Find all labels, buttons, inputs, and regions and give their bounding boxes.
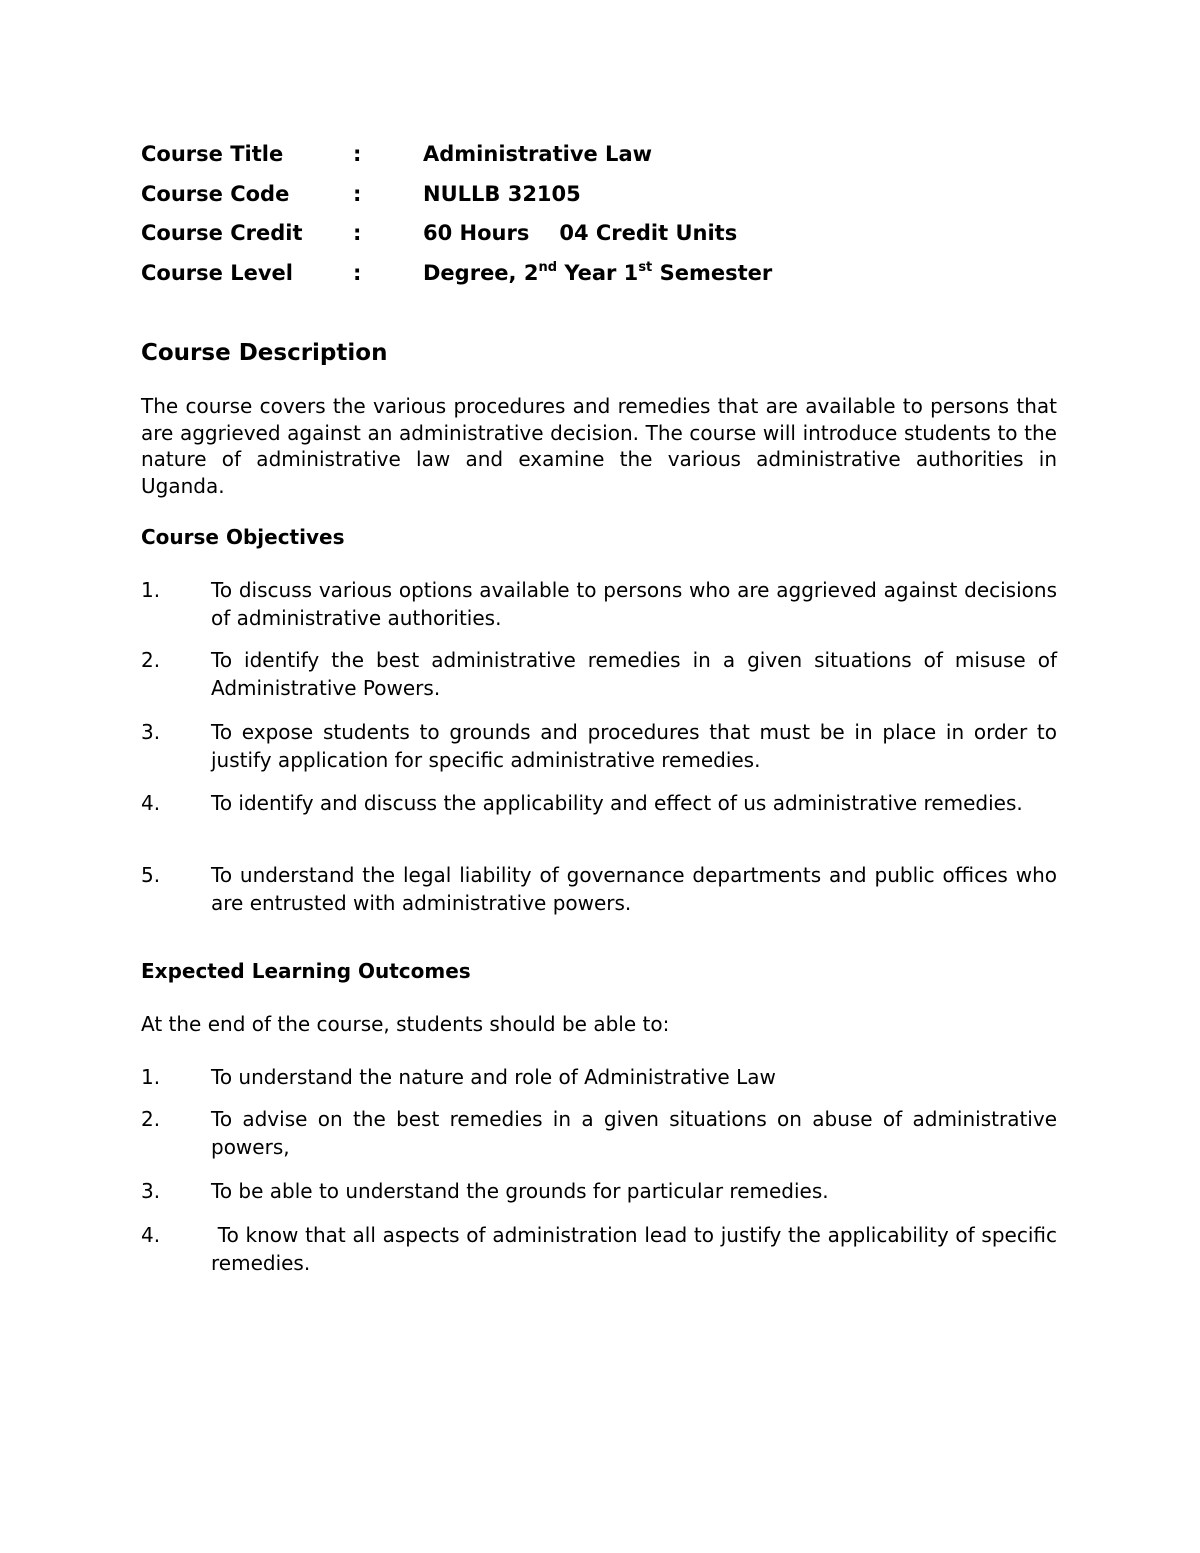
learning-outcomes-intro: At the end of the course, students should be able to:: [141, 1012, 670, 1036]
outcome-text: To understand the nature and role of Administrative Law: [211, 1065, 776, 1089]
colon-separator: :: [353, 261, 362, 285]
course-code-value: NULLB 32105: [423, 182, 581, 206]
course-hours: 60 Hours: [423, 221, 530, 245]
course-title-value: Administrative Law: [423, 142, 653, 166]
course-credit-value: [423, 218, 737, 248]
list-number: 1.: [141, 578, 161, 602]
objective-text: To identify the best administrative remedies in a given situations of misuse of Administrative Powers.: [211, 648, 1057, 700]
colon-separator: :: [353, 221, 362, 245]
level-year: Year 1: [557, 261, 639, 285]
list-number: 3.: [141, 1179, 161, 1203]
course-objectives-heading: Course Objectives: [141, 525, 345, 549]
objective-text: To discuss various options available to persons who are aggrieved against decisions of administrative authorities.: [211, 578, 1057, 630]
learning-outcomes-heading: Expected Learning Outcomes: [141, 959, 471, 983]
course-description-heading: Course Description: [141, 340, 388, 366]
list-number: 2.: [141, 1107, 161, 1131]
list-number: 2.: [141, 648, 161, 672]
list-number: 4.: [141, 791, 161, 815]
course-title-label: Course Title: [141, 142, 284, 166]
list-number: 1.: [141, 1065, 161, 1089]
list-number: 3.: [141, 720, 161, 744]
list-number: 5.: [141, 863, 161, 887]
list-number: 4.: [141, 1223, 161, 1247]
superscript-nd: nd: [538, 260, 558, 275]
course-code-label: Course Code: [141, 182, 290, 206]
colon-separator: :: [353, 142, 362, 166]
colon-separator: :: [353, 182, 362, 206]
superscript-st: st: [638, 260, 653, 275]
course-credit-label: Course Credit: [141, 221, 303, 245]
level-semester: Semester: [652, 261, 773, 285]
course-description-text: The course covers the various procedures and remedies that are available to persons that are aggrieved against an administrative decision. The course will introduce students to the nature of administrative law and examine the various administrative authorities in Uganda.: [141, 394, 1057, 498]
outcome-text: To advise on the best remedies in a given situations on abuse of administrative powers,: [211, 1107, 1057, 1159]
outcome-text: To be able to understand the grounds for particular remedies.: [211, 1179, 829, 1203]
course-credit-units: 04 Credit Units: [559, 221, 738, 245]
outcome-text: To know that all aspects of administration lead to justify the applicability of specific remedies.: [211, 1223, 1064, 1275]
objective-text: To understand the legal liability of governance departments and public offices who are entrusted with administrative powers.: [211, 863, 1057, 915]
course-level-label: Course Level: [141, 261, 293, 285]
course-level-value: [423, 258, 772, 288]
objective-text: To identify and discuss the applicability and effect of us administrative remedies.: [211, 791, 1023, 815]
level-degree: Degree, 2: [423, 261, 539, 285]
objective-text: To expose students to grounds and procedures that must be in place in order to justify application for specific administrative remedies.: [211, 720, 1057, 772]
